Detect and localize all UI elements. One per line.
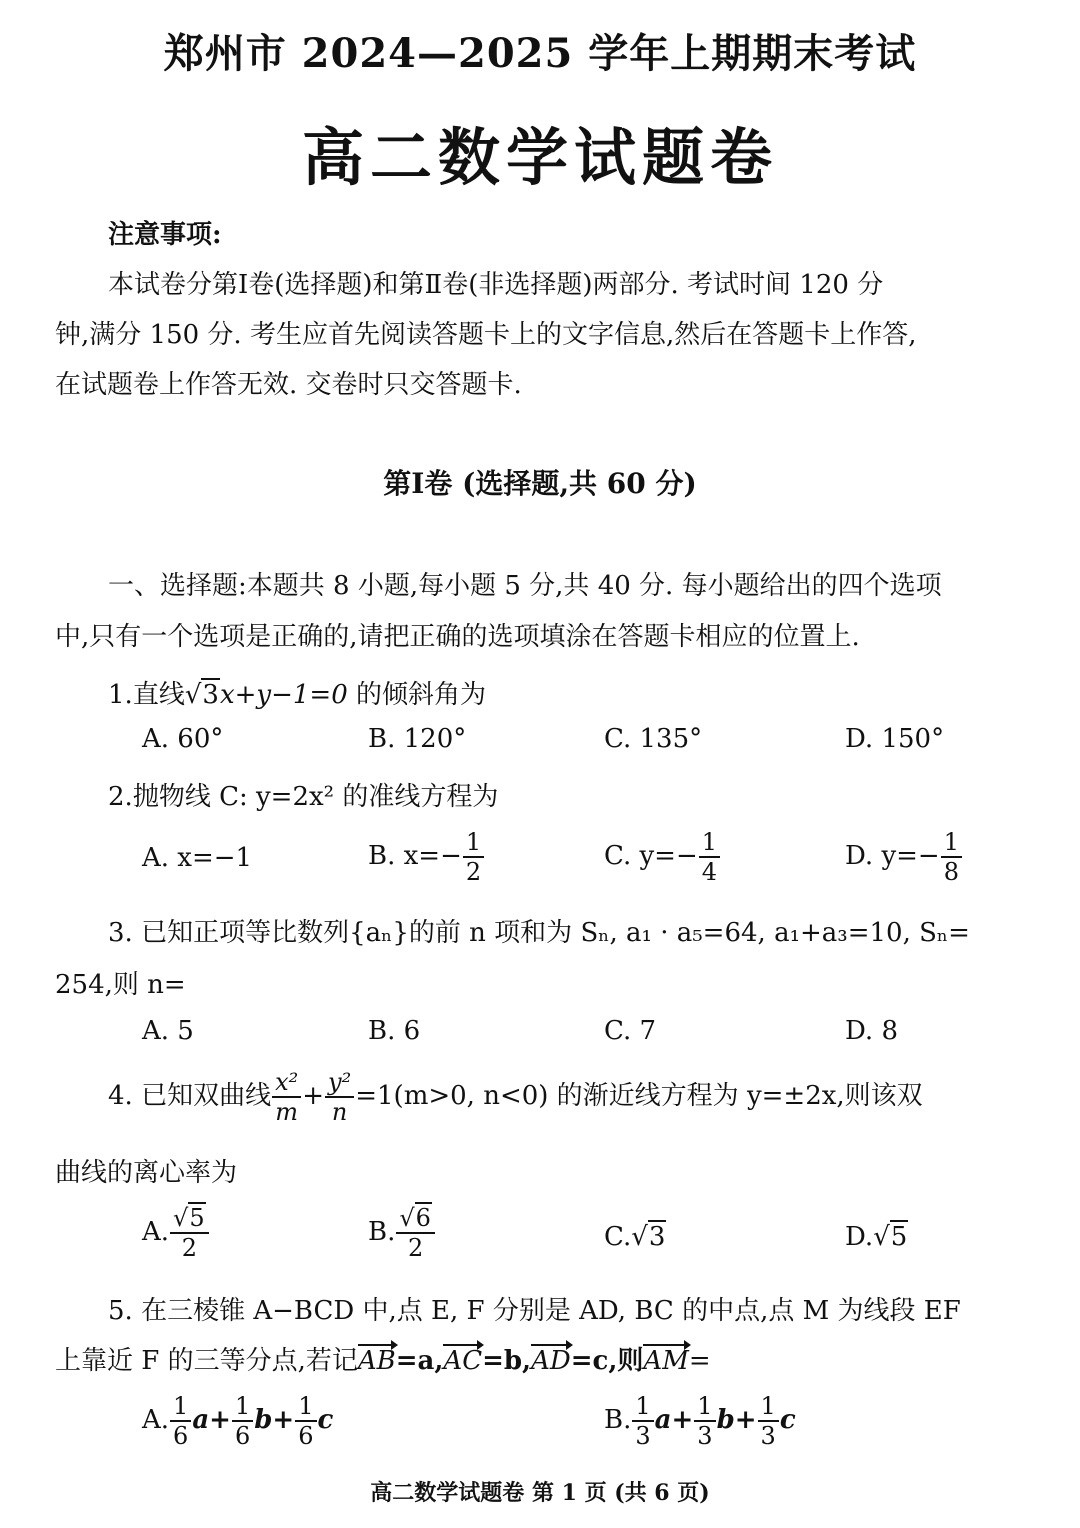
q2-option-d: D. y=− $\frac{1}{8}$: [845, 830, 963, 884]
question-4-line-2: 曲线的离心率为: [55, 1158, 238, 1188]
question-4-line-1: 4. 已知双曲线 $\frac{\text{x²}}{m}$ + $\frac{\text{y²}}{n}$ =1(m>0, n<0) 的渐近线方程为 y=±2x,则该双: [108, 1068, 923, 1126]
question-3-line-1: 3. 已知正项等比数列{aₙ}的前 n 项和为 Sₙ, a₁ · a₅=64, a₁+a₃=10, Sₙ=: [108, 918, 970, 948]
question-1-stem: 1.直线√3x+y−1=0 的倾斜角为: [108, 680, 487, 710]
q2-option-a: A. x=−1: [142, 843, 253, 873]
q4-option-c: C.√3: [604, 1222, 666, 1252]
section-intro-line-1: 一、选择题:本题共 8 小题,每小题 5 分,共 40 分. 每小题给出的四个选项: [108, 571, 942, 601]
q5-option-a: A. $\frac{1}{6}$ a+ $\frac{1}{6}$ b+ $\frac{1}{6}$ c: [142, 1392, 334, 1450]
q3-option-c: C. 7: [604, 1016, 657, 1046]
section-title: 第Ⅰ卷 (选择题,共 60 分): [383, 467, 697, 500]
q4-option-a: A. $\frac{√5}{2}$: [142, 1206, 210, 1260]
question-5-line-2: 上靠近 F 的三等分点,若记AB=a,AC=b,AD=c,则AM=: [55, 1340, 711, 1377]
q4-option-b: B. $\frac{√6}{2}$: [368, 1206, 436, 1260]
q1-option-c: C. 135°: [604, 724, 703, 754]
q3-option-b: B. 6: [368, 1016, 421, 1046]
exam-title: 郑州市 2024—2025 学年上期期末考试: [163, 30, 917, 77]
notice-heading: 注意事项:: [108, 220, 222, 250]
q5-option-b: B. $\frac{1}{3}$ a+ $\frac{1}{3}$ b+ $\frac{1}{3}$ c: [604, 1392, 796, 1450]
question-3-line-2: 254,则 n=: [55, 970, 186, 1000]
notice-line-1: 本试卷分第Ⅰ卷(选择题)和第Ⅱ卷(非选择题)两部分. 考试时间 120 分: [108, 270, 884, 300]
q1-option-b: B. 120°: [368, 724, 467, 754]
q2-option-c: C. y=− $\frac{1}{4}$: [604, 830, 721, 884]
notice-line-3: 在试题卷上作答无效. 交卷时只交答题卡.: [55, 370, 522, 400]
q4-option-d: D.√5: [845, 1222, 908, 1252]
q3-option-d: D. 8: [845, 1016, 898, 1046]
page-footer: 高二数学试题卷 第 1 页 (共 6 页): [370, 1480, 710, 1506]
q3-option-a: A. 5: [142, 1016, 194, 1046]
q1-option-a: A. 60°: [142, 724, 224, 754]
notice-line-2: 钟,满分 150 分. 考生应首先阅读答题卡上的文字信息,然后在答题卡上作答,: [55, 320, 917, 350]
paper-title: 高二数学试题卷: [301, 121, 778, 194]
q1-option-d: D. 150°: [845, 724, 945, 754]
question-5-line-1: 5. 在三棱锥 A−BCD 中,点 E, F 分别是 AD, BC 的中点,点 M 为线段 EF: [108, 1296, 961, 1326]
q2-option-b: B. x=− $\frac{1}{2}$: [368, 830, 485, 884]
question-2-stem: 2.抛物线 C: y=2x² 的准线方程为: [108, 782, 499, 812]
section-intro-line-2: 中,只有一个选项是正确的,请把正确的选项填涂在答题卡相应的位置上.: [55, 622, 860, 652]
